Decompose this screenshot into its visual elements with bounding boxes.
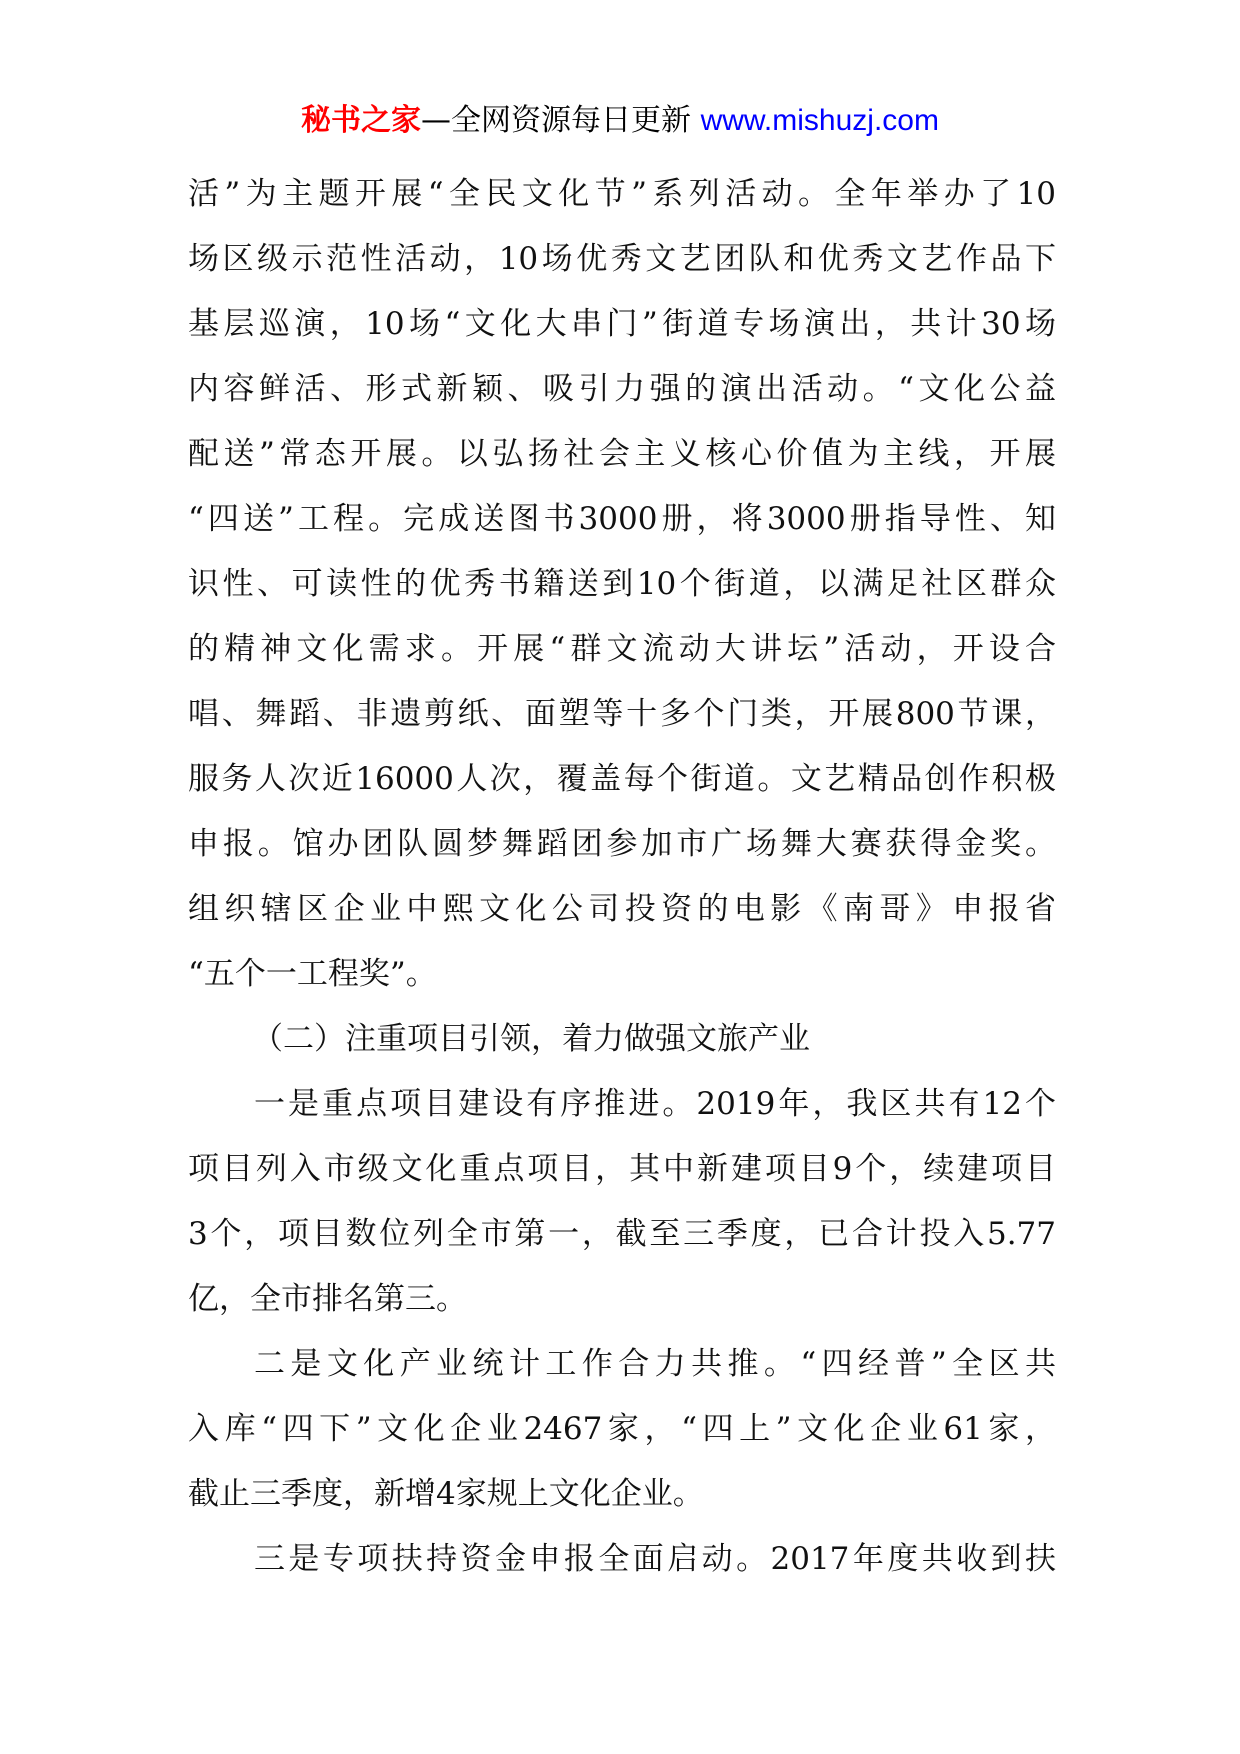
header-slogan: —全网资源每日更新 [421, 103, 692, 138]
body-line: 亿，全市排名第三。 [188, 1281, 467, 1317]
body-line: “五个一工程奖”。 [188, 956, 437, 992]
header-brand: 秘书之家 [301, 103, 422, 138]
document-body [188, 162, 1056, 1592]
body-line: 组织辖区企业中熙文化公司投资的电影《南哥》申报省 [188, 891, 1056, 927]
body-line: 入库“四下”文化企业2467家，“四上”文化企业61家， [188, 1411, 1056, 1447]
paragraph-first-line: 一是重点项目建设有序推进。2019年，我区共有12个 [254, 1086, 1056, 1122]
body-line: 3个，项目数位列全市第一，截至三季度，已合计投入5.77 [188, 1216, 1056, 1252]
body-line: 识性、可读性的优秀书籍送到10个街道，以满足社区群众 [188, 566, 1056, 602]
body-line: 申报。馆办团队圆梦舞蹈团参加市广场舞大赛获得金奖。 [188, 826, 1056, 862]
body-line: 唱、舞蹈、非遗剪纸、面塑等十多个门类，开展800节课， [188, 696, 1056, 732]
body-line: 场区级示范性活动，10场优秀文艺团队和优秀文艺作品下 [188, 241, 1056, 277]
paragraph-first-line: 三是专项扶持资金申报全面启动。2017年度共收到扶 [254, 1541, 1056, 1577]
body-line: 服务人次近16000人次，覆盖每个街道。文艺精品创作积极 [188, 761, 1056, 797]
body-line: 项目列入市级文化重点项目，其中新建项目9个，续建项目 [188, 1151, 1056, 1187]
body-line: 活”为主题开展“全民文化节”系列活动。全年举办了10 [188, 176, 1056, 212]
paragraph-first-line: 二是文化产业统计工作合力共推。“四经普”全区共 [254, 1346, 1056, 1382]
page-header [0, 101, 1240, 141]
body-line: 配送”常态开展。以弘扬社会主义核心价值为主线，开展 [188, 436, 1056, 472]
body-line: 截止三季度，新增4家规上文化企业。 [188, 1476, 704, 1512]
section-heading: （二）注重项目引领，着力做强文旅产业 [252, 1021, 810, 1057]
body-line: 内容鲜活、形式新颖、吸引力强的演出活动。“文化公益 [188, 371, 1056, 407]
body-line: 基层巡演，10场“文化大串门”街道专场演出，共计30场 [188, 306, 1056, 342]
body-line: 的精神文化需求。开展“群文流动大讲坛”活动，开设合 [188, 631, 1056, 667]
header-url-link[interactable]: www.mishuzj.com [700, 104, 939, 137]
body-line: “四送”工程。完成送图书3000册，将3000册指导性、知 [188, 501, 1056, 537]
